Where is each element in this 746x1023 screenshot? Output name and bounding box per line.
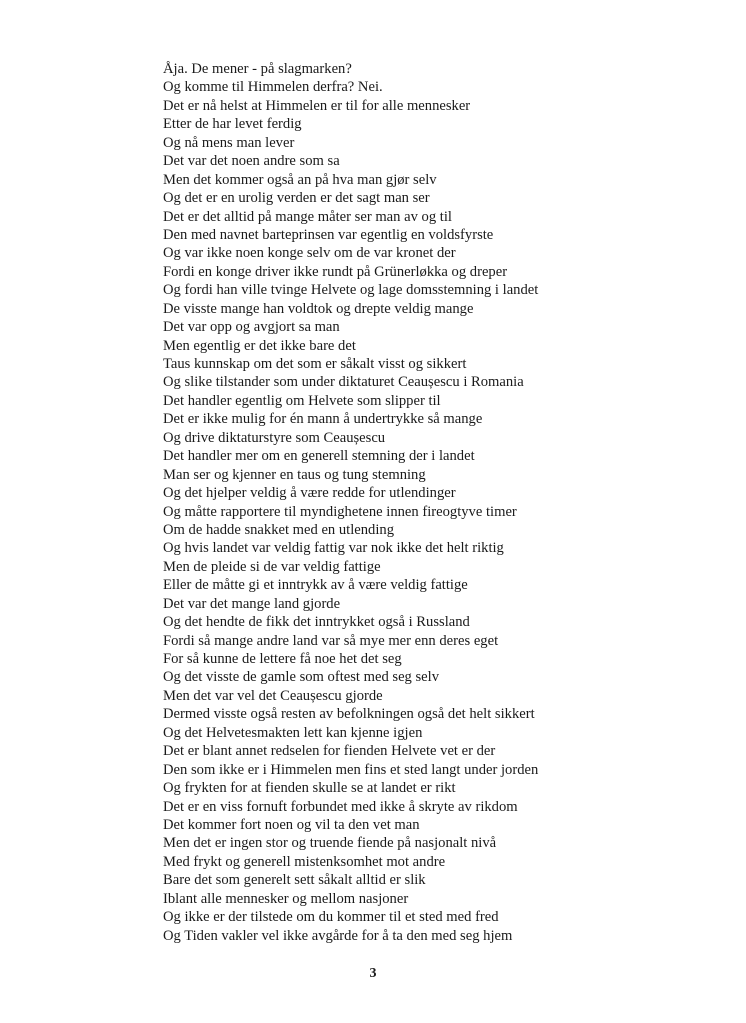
poem-line: Og det hendte de fikk det inntrykket også i Russland xyxy=(163,614,470,631)
poem-line: Men det kommer også an på hva man gjør selv xyxy=(163,171,437,188)
poem-line: Og det hjelper veldig å være redde for utlendinger xyxy=(163,485,456,502)
poem-line: Den med navnet barteprinsen var egentlig en voldsfyrste xyxy=(163,226,494,243)
poem-line: Det er blant annet redselen for fienden Helvete vet er der xyxy=(163,743,496,760)
poem-line: Fordi så mange andre land var så mye mer enn deres eget xyxy=(163,632,499,649)
poem-line: Og fordi han ville tvinge Helvete og lage domsstemning i landet xyxy=(163,282,539,299)
poem-line: Men det er ingen stor og truende fiende på nasjonalt nivå xyxy=(163,835,497,852)
poem-line: Med frykt og generell mistenksomhet mot andre xyxy=(163,853,446,870)
poem-line: Etter de har levet ferdig xyxy=(163,116,302,133)
poem-line: Og hvis landet var veldig fattig var nok ikke det helt riktig xyxy=(163,540,504,557)
poem-line: Og måtte rapportere til myndighetene innen fireogtyve timer xyxy=(163,503,517,520)
poem-line: Og nå mens man lever xyxy=(163,134,295,151)
poem-line: Og komme til Himmelen derfra? Nei. xyxy=(163,79,383,96)
poem-line: Bare det som generelt sett såkalt alltid er slik xyxy=(163,872,426,889)
poem-text-block xyxy=(163,60,723,945)
poem-line: Det var det mange land gjorde xyxy=(163,595,341,612)
poem-line: Taus kunnskap om det som er såkalt visst og sikkert xyxy=(163,356,467,372)
poem-line: Om de hadde snakket med en utlending xyxy=(163,521,395,538)
poem-line: Det var det noen andre som sa xyxy=(163,153,340,170)
poem-line: Fordi en konge driver ikke rundt på Grünerløkka og dreper xyxy=(163,263,508,280)
poem-line: Iblant alle mennesker og mellom nasjoner xyxy=(163,890,409,907)
poem-line: Og drive diktaturstyre som Ceaușescu xyxy=(163,429,386,446)
poem-line: Det er nå helst at Himmelen er til for alle mennesker xyxy=(163,97,471,114)
poem-line: Det er en viss fornuft forbundet med ikke å skryte av rikdom xyxy=(163,798,518,815)
poem-line: Men de pleide si de var veldig fattige xyxy=(163,558,381,575)
poem-line: Og Tiden vakler vel ikke avgårde for å ta den med seg hjem xyxy=(163,927,513,944)
poem-line: Og var ikke noen konge selv om de var kronet der xyxy=(163,245,456,262)
poem-line: Og ikke er der tilstede om du kommer til et sted med fred xyxy=(163,909,499,926)
poem-line: Og slike tilstander som under diktaturet Ceaușescu i Romania xyxy=(163,374,524,391)
poem-line: Eller de måtte gi et inntrykk av å være veldig fattige xyxy=(163,577,468,594)
poem-line: Det handler egentlig om Helvete som slipper til xyxy=(163,392,441,409)
page-number: 3 xyxy=(369,966,377,981)
poem-line: De visste mange han voldtok og drepte veldig mange xyxy=(163,300,474,317)
poem-line: Man ser og kjenner en taus og tung stemning xyxy=(163,466,426,483)
poem-line: Det er det alltid på mange måter ser man av og til xyxy=(163,208,452,225)
poem-line: Åja. De mener - på slagmarken? xyxy=(163,61,352,77)
poem-line: Det handler mer om en generell stemning der i landet xyxy=(163,448,475,465)
poem-line: Dermed visste også resten av befolkningen også det helt sikkert xyxy=(163,706,535,723)
poem-line: Det var opp og avgjort sa man xyxy=(163,319,340,336)
poem-line: Og det visste de gamle som oftest med seg selv xyxy=(163,669,440,686)
poem-line: For så kunne de lettere få noe het det seg xyxy=(163,651,402,667)
poem-line: Og det Helvetesmakten lett kan kjenne igjen xyxy=(163,724,423,741)
poem-line: Men det var vel det Ceaușescu gjorde xyxy=(163,687,383,704)
poem-line: Det er ikke mulig for én mann å undertrykke så mange xyxy=(163,411,483,428)
poem-line: Og det er en urolig verden er det sagt man ser xyxy=(163,190,430,207)
poem-line: Det kommer fort noen og vil ta den vet man xyxy=(163,816,420,833)
poem-line: Og frykten for at fienden skulle se at landet er rikt xyxy=(163,780,456,797)
poem-line: Den som ikke er i Himmelen men fins et sted langt under jorden xyxy=(163,761,539,778)
poem-line: Men egentlig er det ikke bare det xyxy=(163,337,356,354)
